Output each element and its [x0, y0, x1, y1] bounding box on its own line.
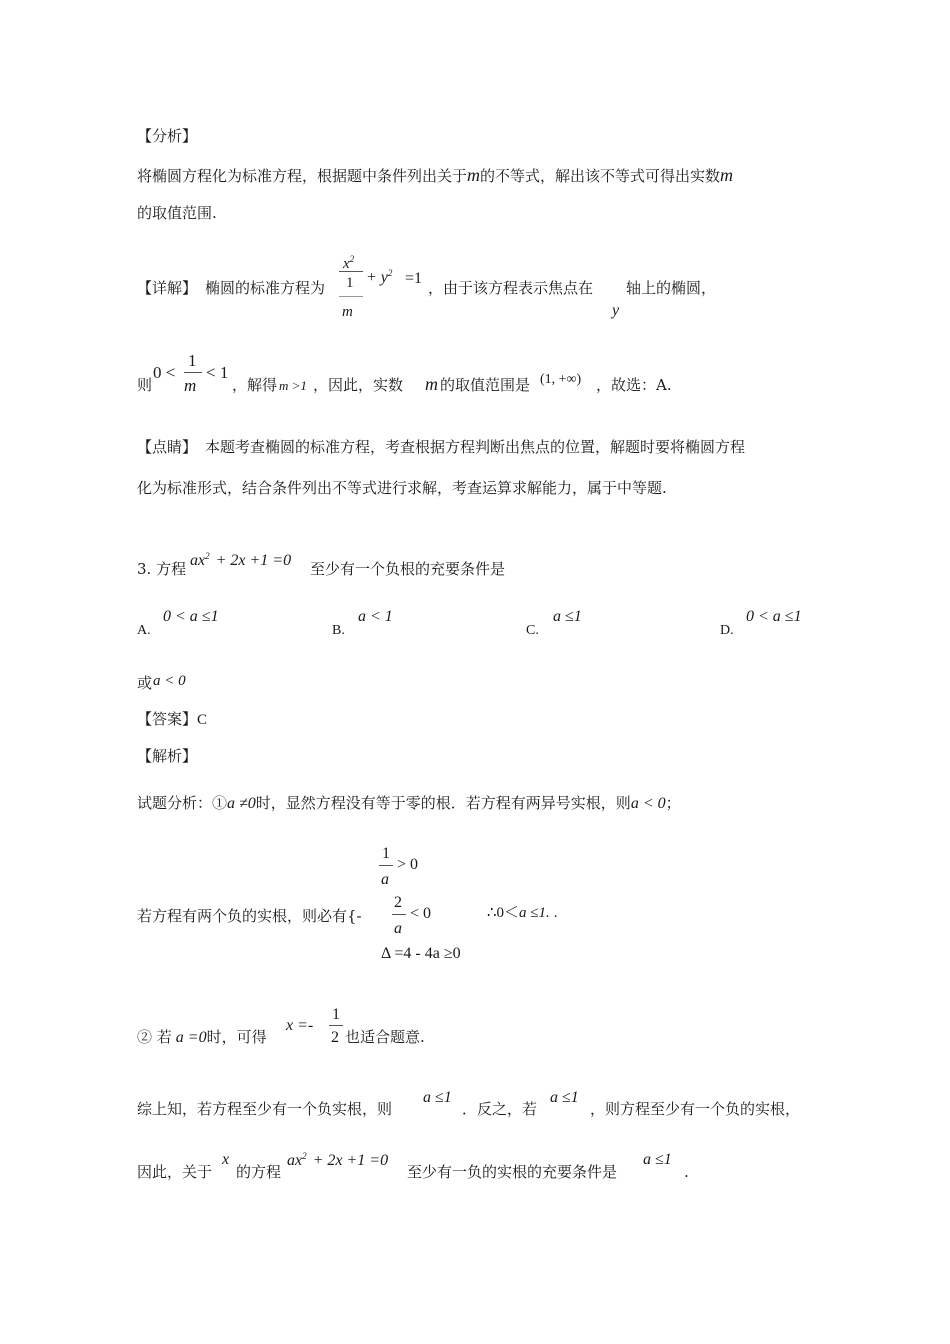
p3-den: 2 [331, 1029, 339, 1046]
range-value: (1, +∞) [540, 372, 582, 387]
q3-eq: $ax^2 + 2x +1 =0$ [190, 551, 292, 569]
comment-heading: 【点睛】 [137, 438, 198, 456]
detail-then: 则 [137, 376, 153, 394]
option-a-label[interactable]: A. [137, 623, 151, 638]
detail-text3: 轴上的椭圆， [626, 279, 717, 297]
p5-cond: a ≤1 [643, 1151, 672, 1168]
range-text: 的取值范围是 [440, 376, 531, 394]
p4-cond2: a ≤1 [550, 1089, 579, 1106]
axis-y: y [612, 302, 620, 319]
option-b-expr: a < 1 [358, 608, 393, 625]
solve-result: m >1 [279, 378, 307, 393]
eq-equals-one: =1 [405, 270, 423, 287]
eq-m: m [342, 304, 353, 320]
sys-a1: a [381, 871, 389, 888]
choose-text: ，故选：A. [596, 376, 672, 394]
option-c-label[interactable]: C. [526, 623, 539, 638]
option-a-expr: 0 < a ≤1 [163, 608, 219, 625]
analysis-text-b: 的不等式，解出该不等式可得出实数 [480, 167, 721, 185]
p4-text2: ．反之，若 [462, 1100, 538, 1118]
detail-text1: 椭圆的标准方程为 [205, 279, 326, 297]
sys-lt: < 0 [410, 905, 432, 922]
var-m: m [720, 165, 734, 185]
eq-fraction-bar [339, 271, 363, 272]
sys-bar1 [379, 865, 393, 866]
var-m: m [425, 374, 438, 394]
q3-tail: 至少有一个负根的充要条件是 [310, 560, 506, 578]
answer-value: C [197, 712, 208, 728]
p3-x: x =- [286, 1017, 314, 1034]
sys-therefore: ∴0＜a ≤1. . [487, 905, 558, 921]
comment-line2: 化为标准形式，结合条件列出不等式进行求解，考查运算求解能力，属于中等题. [137, 479, 667, 497]
p3-bar [329, 1025, 343, 1026]
eq-plus-y: + $y^2$ [366, 268, 393, 286]
var-m: m [467, 165, 481, 185]
answer-heading: 【答案】C [137, 710, 208, 728]
ineq-den: m [184, 376, 197, 395]
analysis-line1 [137, 166, 733, 184]
p5-end: . [684, 1163, 689, 1181]
solution-p4-text: 综上知，若方程至少有一个负实根，则 [137, 1100, 393, 1118]
p5-text3: 至少有一负的实根的充要条件是 [407, 1163, 618, 1181]
p5-text: 因此，关于 [137, 1163, 213, 1181]
p5-x: x [222, 1151, 230, 1168]
ineq-left: 0 < [153, 363, 176, 382]
conclusion-text: ，因此，实数 [313, 376, 404, 394]
eq-inner-bar [339, 296, 363, 297]
ineq-right: < 1 [206, 363, 229, 382]
sys-one: 1 [382, 845, 390, 862]
solution-p1: 试题分析：①a ≠0时，显然方程没有等于零的根．若方程有两异号实根，则a < 0； [137, 794, 681, 812]
solve-text: ，解得 [232, 376, 278, 394]
option-d-expr: 0 < a ≤1 [746, 608, 802, 625]
p4-text3: ，则方程至少有一个负的实根， [590, 1100, 801, 1118]
q3-number: 3. 方程 [137, 560, 187, 578]
solution-p3: ② 若 a =0时，可得 [137, 1028, 267, 1046]
sys-gt: > 0 [397, 856, 419, 873]
option-d-label[interactable]: D. [720, 623, 734, 638]
eq-one: 1 [346, 275, 354, 291]
p3-end: 也适合题意. [345, 1028, 425, 1046]
eq-x: $x^2$ [343, 254, 355, 272]
analysis-text: 将椭圆方程化为标准方程，根据题中条件列出关于 [137, 167, 468, 185]
ineq-num: 1 [188, 351, 197, 370]
sys-a2: a [394, 920, 402, 937]
sys-delta: Δ =4 - 4a ≥0 [381, 945, 461, 962]
detail-text2: ，由于该方程表示焦点在 [428, 279, 594, 297]
solution-heading: 【解析】 [137, 747, 198, 765]
p3-num: 1 [332, 1006, 340, 1023]
analysis-line2: 的取值范围. [137, 204, 217, 222]
option-b-label[interactable]: B. [332, 623, 345, 638]
comment-line1: 本题考查椭圆的标准方程，考查根据方程判断出焦点的位置，解题时要将椭圆方程 [205, 438, 746, 456]
solution-p2: 若方程有两个负的实根，则必有{- [137, 907, 362, 925]
p5-eq: $ax^2 + 2x +1 =0$ [287, 1151, 389, 1169]
option-d-cont-prefix: 或 [137, 674, 153, 692]
ineq-bar [184, 372, 202, 373]
analysis-heading: 【分析】 [137, 127, 198, 145]
sys-bar2 [392, 914, 406, 915]
option-d-cont-expr: a < 0 [153, 673, 186, 689]
sys-two: 2 [394, 894, 402, 911]
p4-cond: a ≤1 [423, 1089, 452, 1106]
detail-heading: 【详解】 [137, 279, 198, 297]
p5-text2: 的方程 [236, 1163, 282, 1181]
option-c-expr: a ≤1 [553, 608, 582, 625]
